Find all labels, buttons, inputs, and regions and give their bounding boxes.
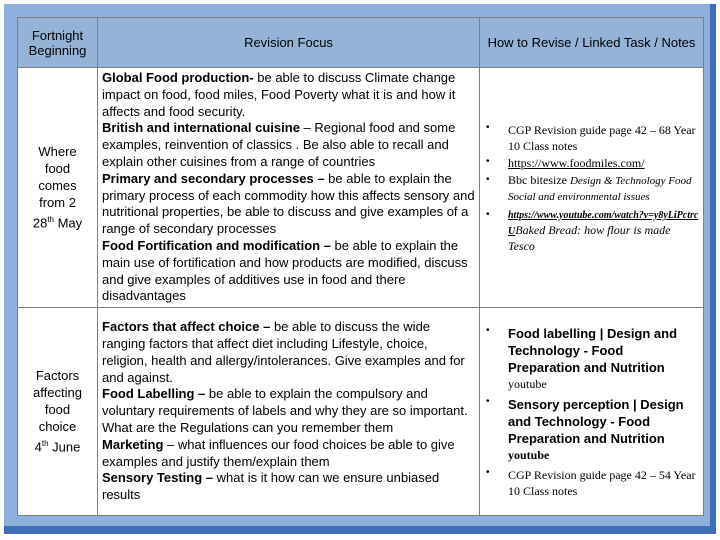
- fortnight-line: Factors: [35, 368, 80, 384]
- focus-title: British and international cuisine: [102, 120, 300, 136]
- focus-title: Factors that affect choice –: [102, 319, 271, 335]
- focus-text: be able to explain the main use of fortification and how products are modified, discuss and give examples of additives use in food and there disadvantages: [102, 237, 468, 304]
- table-row: [18, 308, 704, 516]
- focus-text: be able to explain the primary process of each commodity how this affects sensory and nutritional properties, be able to discuss and give examples of a range of secondary processes: [102, 170, 475, 237]
- list-item: • https://www.foodmiles.com/: [486, 155, 645, 170]
- focus-title: Marketing: [102, 436, 164, 452]
- focus-title: Food Labelling –: [102, 386, 206, 402]
- header-revision-focus: Revision Focus: [98, 18, 480, 68]
- notes-cell: [480, 68, 704, 308]
- frame-shadow-bottom: [4, 526, 716, 534]
- fortnight-line: from 2: [39, 195, 76, 211]
- fortnight-date: 28th May: [32, 215, 83, 231]
- focus-title: Food Fortification and modification –: [102, 237, 331, 253]
- focus-text: – Regional food and some examples, reinvention of classics . Be also able to recall and explain other cuisines from a range of countries: [102, 120, 456, 169]
- focus-text: be able to explain the compulsory and voluntary requirements of labels and why they are so important. What are the Regulations can you remember them: [102, 386, 468, 436]
- fortnight-line: comes: [38, 178, 77, 194]
- revision-table: [17, 17, 704, 516]
- foodmiles-link[interactable]: https://www.foodmiles.com/: [508, 155, 645, 170]
- fortnight-line: choice: [38, 419, 77, 435]
- header-row: [18, 18, 704, 68]
- table-row: [18, 68, 704, 308]
- focus-title: Primary and secondary processes –: [102, 170, 325, 186]
- focus-text: be able to discuss the wide ranging factors that affect diet including Lifestyle, choice, religion, health and allergy/intolerances. Give examples and for and against.: [102, 319, 465, 385]
- focus-text: what is it how can we ensure unbiased results: [102, 470, 440, 503]
- notes-list: [484, 122, 699, 254]
- fortnight-cell: [18, 68, 98, 308]
- fortnight-line: affecting: [33, 385, 82, 401]
- notes-cell: [480, 308, 704, 516]
- list-item: • Sensory perception | Design and Technology - Food Preparation and Nutrition youtube: [486, 395, 684, 462]
- header-fortnight: Fortnight Beginning: [18, 18, 98, 68]
- fortnight-line: food: [44, 161, 71, 177]
- list-item: • CGP Revision guide page 42 – 68 Year 10 Class notes: [486, 121, 696, 153]
- focus-title: Sensory Testing –: [102, 470, 214, 486]
- focus-text: be able to discuss Climate change impact on food, food miles, Food Poverty what it is and how it affects and food security.: [102, 70, 456, 119]
- revision-focus-cell: [98, 308, 480, 516]
- fortnight-line: food: [44, 402, 71, 418]
- focus-text: – what influences our food choices be able to give examples and justify them/explain them: [102, 436, 455, 469]
- focus-title: Global Food production-: [102, 70, 254, 85]
- list-item: • CGP Revision guide page 42 – 54 Year 10 Class notes: [486, 466, 696, 498]
- notes-list: [484, 325, 699, 499]
- frame-shadow-right: [710, 4, 716, 534]
- list-item: • Bbc bitesize Design & Technology Food Social and environmental issues: [486, 172, 692, 203]
- revision-focus-cell: [98, 68, 480, 308]
- list-item: • https://www.youtube.com/watch?v=y8yLiPctrcUBaked Bread: how flour is made Tesco: [486, 208, 699, 253]
- header-how-to-revise: How to Revise / Linked Task / Notes: [480, 18, 704, 68]
- fortnight-cell: [18, 308, 98, 516]
- list-item: • Food labelling | Design and Technology - Food Preparation and Nutrition youtube: [486, 324, 678, 391]
- fortnight-line: Where: [38, 144, 77, 160]
- youtube-link[interactable]: https://www.youtube.com/watch?v=y8yLiPctrcU: [508, 209, 699, 237]
- fortnight-date: 4th June: [34, 439, 81, 455]
